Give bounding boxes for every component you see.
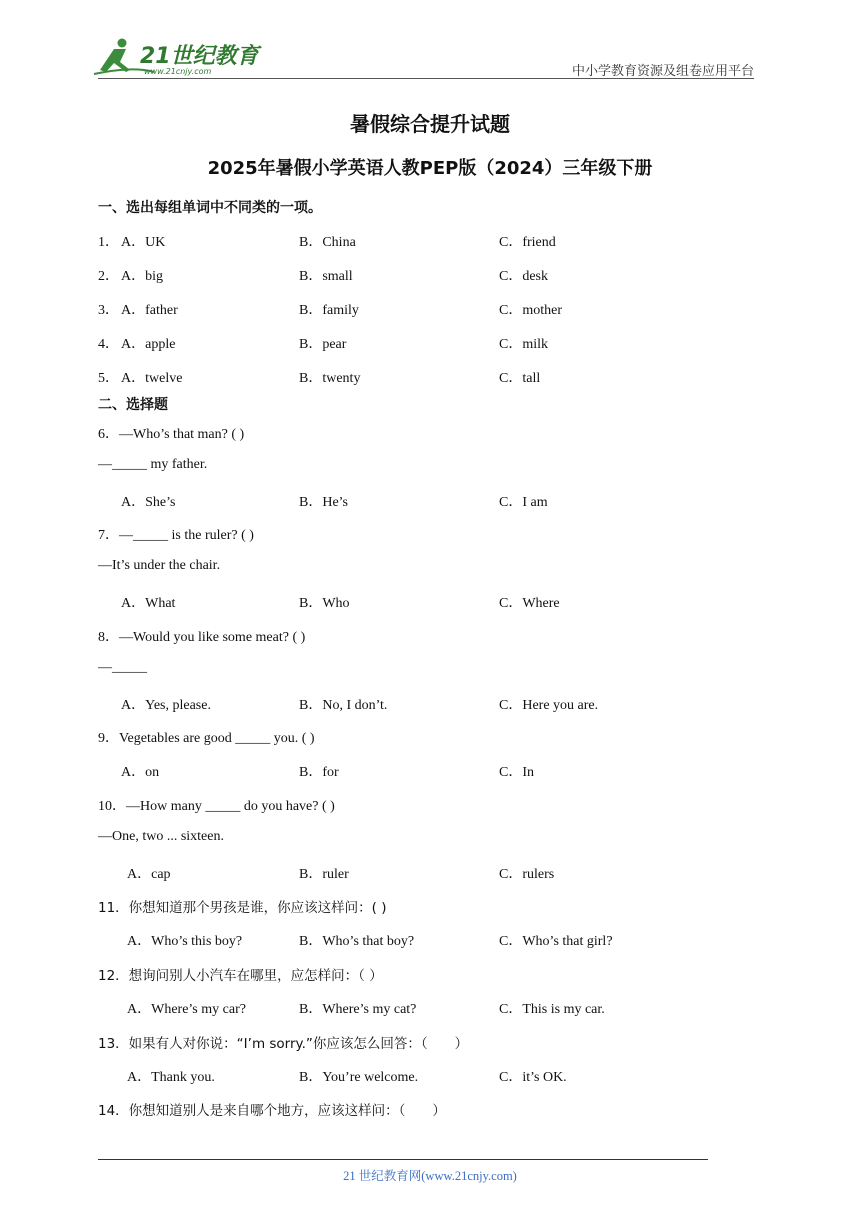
option-a: A．father bbox=[121, 303, 178, 318]
option-a: A．What bbox=[121, 596, 176, 611]
option-c: C．In bbox=[499, 765, 534, 780]
question-number: 3． bbox=[98, 303, 119, 318]
header-platform-text: 中小学教育资源及组卷应用平台 bbox=[571, 63, 754, 78]
question-number: 1． bbox=[98, 235, 119, 250]
option-a: A．Where’s my car? bbox=[127, 1002, 246, 1017]
question-stem: 11．你想知道那个男孩是谁，你应该这样问：( ) bbox=[98, 900, 387, 916]
option-c: C．This is my car. bbox=[499, 1002, 605, 1017]
page-subtitle: 2025年暑假小学英语人教PEP版（2024）三年级下册 bbox=[207, 158, 653, 179]
footer-link[interactable]: 21 世纪教育网(www.21cnjy.com) bbox=[343, 1169, 517, 1183]
header-divider bbox=[98, 78, 754, 79]
svg-text:21世纪教育: 21世纪教育 bbox=[140, 44, 259, 69]
question-stem: 12．想询问别人小汽车在哪里，应怎样问：（ ） bbox=[98, 968, 383, 984]
option-a: A．UK bbox=[121, 235, 166, 250]
question-number: 5． bbox=[98, 371, 119, 386]
option-c: C．tall bbox=[499, 371, 541, 386]
question-stem: 9．Vegetables are good _____ you. ( ) bbox=[98, 731, 315, 746]
option-b: B．family bbox=[299, 303, 359, 318]
option-a: A．She’s bbox=[121, 495, 176, 510]
option-c: C．desk bbox=[499, 269, 548, 284]
option-b: B．ruler bbox=[299, 867, 349, 882]
option-b: B．pear bbox=[299, 337, 347, 352]
svg-text:www.21cnjy.com: www.21cnjy.com bbox=[144, 67, 212, 76]
option-a: A．cap bbox=[127, 867, 171, 882]
option-b: B．He’s bbox=[299, 495, 348, 510]
option-c: C．Here you are. bbox=[499, 698, 599, 713]
site-logo bbox=[92, 36, 262, 78]
option-a: A．Thank you. bbox=[127, 1070, 215, 1085]
option-a: A．Who’s this boy? bbox=[127, 934, 243, 949]
question-number: 2． bbox=[98, 269, 119, 284]
page-title: 暑假综合提升试题 bbox=[350, 112, 510, 136]
option-a: A．big bbox=[121, 269, 163, 284]
section2-heading: 二、选择题 bbox=[98, 397, 168, 413]
option-c: C．rulers bbox=[499, 867, 555, 882]
option-c: C．milk bbox=[499, 337, 549, 352]
question-line: —It’s under the chair. bbox=[98, 558, 221, 573]
option-c: C．it’s OK. bbox=[499, 1070, 567, 1085]
option-c: C．Who’s that girl? bbox=[499, 934, 613, 949]
option-a: A．Yes, please. bbox=[121, 698, 211, 713]
option-a: A．apple bbox=[121, 337, 176, 352]
option-c: C．I am bbox=[499, 495, 548, 510]
option-b: B．Who bbox=[299, 596, 350, 611]
question-line: —_____ bbox=[98, 660, 147, 675]
option-b: B．twenty bbox=[299, 371, 361, 386]
option-b: B．You’re welcome. bbox=[299, 1070, 419, 1085]
footer-divider bbox=[98, 1159, 708, 1160]
question-stem: 7．—_____ is the ruler? ( ) bbox=[98, 528, 254, 543]
option-b: B．China bbox=[299, 235, 356, 250]
question-line: —_____ my father. bbox=[98, 457, 208, 472]
option-b: B．for bbox=[299, 765, 339, 780]
question-stem: 14．你想知道别人是来自哪个地方，应该这样问：（ ） bbox=[98, 1103, 446, 1119]
question-line: —One, two ... sixteen. bbox=[98, 829, 224, 844]
option-c: C．mother bbox=[499, 303, 562, 318]
option-c: C．Where bbox=[499, 596, 560, 611]
option-b: B．Who’s that boy? bbox=[299, 934, 415, 949]
question-number: 4． bbox=[98, 337, 119, 352]
option-a: A．on bbox=[121, 765, 160, 780]
question-stem: 6．—Who’s that man? ( ) bbox=[98, 427, 245, 442]
option-a: A．twelve bbox=[121, 371, 183, 386]
option-c: C．friend bbox=[499, 235, 556, 250]
question-stem: 13．如果有人对你说：“I’m sorry.”你应该怎么回答：（ ） bbox=[98, 1036, 469, 1052]
question-stem: 8．—Would you like some meat? ( ) bbox=[98, 630, 306, 645]
section1-heading: 一、选出每组单词中不同类的一项。 bbox=[98, 200, 322, 216]
option-b: B．No, I don’t. bbox=[299, 698, 388, 713]
option-b: B．small bbox=[299, 269, 353, 284]
option-b: B．Where’s my cat? bbox=[299, 1002, 417, 1017]
question-stem: 10．—How many _____ do you have? ( ) bbox=[98, 799, 335, 814]
